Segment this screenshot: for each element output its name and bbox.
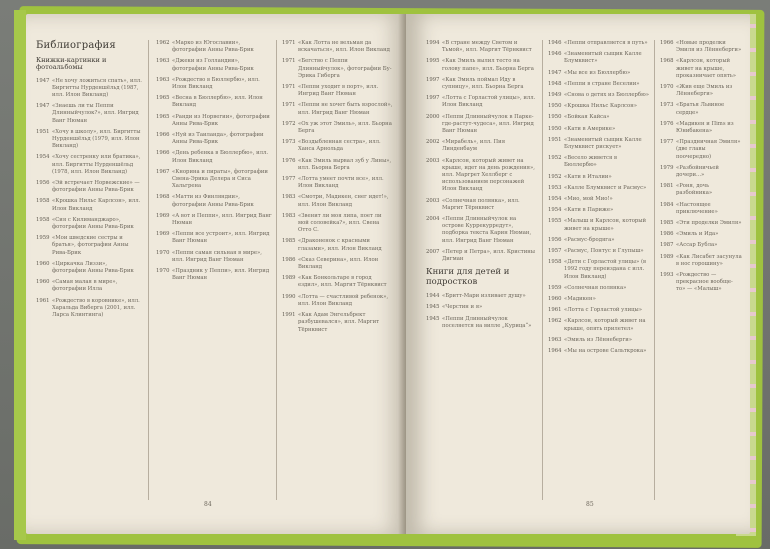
entry-text: «Лотта — счастливой ребенок», илл. Илон Викланд — [298, 293, 389, 307]
entry-text: «Праздник у Пеппи», илл. Ингрид Ванг Нюман — [172, 268, 270, 282]
page-number: 84 — [204, 501, 212, 508]
column-divider — [542, 40, 543, 500]
entry-text: «Как Адам Энгельбрект разбушевался», илл. Маргит Тёрнквист — [298, 312, 380, 333]
bibliography-entry — [660, 121, 742, 135]
entry-text: «Карлсон, который живет на крыше, идет на день рождения», илл. Маргрет Хеллберг с использованием персонажей Илон Викланд — [442, 157, 535, 193]
entry-text: «Жив еще Эмиль из Лённеберги» — [676, 84, 733, 98]
bibliography-entry — [548, 207, 650, 214]
bibliography-entry — [282, 312, 394, 334]
entry-text: «Джеки из Голландии», фотографии Анны Рива-Брик — [172, 58, 254, 72]
bibliography-entry — [660, 231, 742, 238]
entry-text: «Мадикен и Пims из Юнибакена» — [676, 120, 734, 135]
entry-text: «День ребенка в Бюллербю», илл. Илон Викланд — [172, 150, 269, 164]
entry-text: «Кнорина и пираты», фотографии Свена-Эрика Делера и Сиса Хальгрена — [172, 168, 268, 190]
entry-year: 1977 — [282, 176, 296, 183]
entry-text: «Дети с Горластой улицы» (в 1992 году переиздана с илл. Илон Викланд) — [564, 259, 646, 280]
bibliography-entry — [548, 114, 650, 121]
entry-year: 1958 — [36, 198, 50, 205]
entry-text: «Знаменитый сыщик Калле Блумквист» — [564, 51, 642, 65]
entry-year: 1973 — [282, 139, 296, 146]
page-subheading: Книжки-картинки и фотоальбомы — [36, 56, 107, 72]
entry-text: «Лотта умеет почти все», илл. Илон Викланд — [298, 176, 384, 190]
entry-year: 1981 — [660, 183, 674, 190]
bibliography-entry — [548, 155, 650, 169]
entry-year: 1972 — [282, 120, 296, 127]
entry-year: 1989 — [282, 275, 296, 282]
entry-text: «Драконенок с красными глазами», илл. Илон Викланд — [298, 238, 382, 252]
entry-year: 1966 — [156, 132, 170, 139]
entry-year: 1969 — [156, 231, 170, 238]
entry-list — [660, 40, 742, 294]
bibliography-entry — [156, 250, 272, 264]
bibliography-entry — [548, 185, 650, 192]
entry-year: 1994 — [426, 40, 440, 46]
entry-year: 1947 — [36, 103, 50, 110]
entry-text: «Смотри, Мадикен, снег идет!», илл. Илон Викланд — [298, 194, 389, 208]
entry-text: «Воздыбленная сестра», илл. Ханса Арнольда — [298, 139, 381, 153]
entry-text: «Ох уж этот Эмиль», илл. Бьорна Берга — [298, 120, 392, 135]
entry-year: 1970 — [156, 249, 170, 256]
bibliography-entry — [548, 81, 650, 88]
entry-year: 1984 — [660, 201, 674, 208]
entry-text: «Как Бонкольтаре в город ездил», илл. Маргит Тёрнквист — [298, 275, 387, 289]
bibliography-entry — [156, 194, 272, 208]
entry-year: 1997 — [426, 76, 440, 83]
entry-text: «Пеппи Длинныйчулок в Парке-где-растут-чудеса», илл. Ингрид Ванг Нюман — [442, 113, 534, 135]
entry-year: 1985 — [660, 220, 674, 227]
entry-year: 1960 — [36, 279, 50, 286]
entry-year: 1950 — [548, 103, 562, 110]
bibliography-entry — [548, 248, 650, 255]
entry-text: «Крошка Нильс Карлсон» — [564, 103, 637, 110]
entry-year: 1949 — [548, 92, 562, 99]
bibliography-entry — [660, 220, 742, 227]
entry-text: «А вот и Пеппи», илл. Ингрид Ванг Нюман — [172, 212, 272, 227]
entry-text: «Сказ Северина», илл. Илон Викланд — [298, 256, 379, 271]
entry-text: «Не хочу ложиться спать», илл. Биргитты Нурденшёльд (1987, илл. Илон Викланд) — [52, 77, 142, 99]
entry-text: «Рождество — прекрасное вообще-то» — «Малыш» — [676, 272, 733, 293]
entry-text: «Расмус, Понтус и Глупыш» — [564, 248, 644, 255]
bibliography-entry — [548, 196, 650, 203]
entry-year: 1945 — [426, 304, 440, 311]
entry-year: 1960 — [548, 296, 562, 303]
entry-text: «Черстин и я» — [442, 304, 483, 311]
bibliography-entry — [660, 58, 742, 80]
entry-year: 1963 — [156, 58, 170, 65]
entry-year: 2002 — [426, 139, 440, 146]
bibliography-entry — [660, 202, 742, 216]
entry-list — [426, 293, 538, 330]
entry-text: «Пеппи не хочет быть взрослой», илл. Ингрид Ванг Нюман — [298, 102, 393, 116]
bibliography-entry — [36, 78, 142, 100]
book-spine-edge — [14, 10, 26, 540]
entry-year: 1997 — [426, 95, 440, 102]
bibliography-entry — [282, 158, 394, 172]
entry-year: 1952 — [548, 155, 562, 162]
entry-text: «Пеппи все устроит», илл. Ингрид Ванг Нюман — [172, 231, 270, 245]
entry-text: «Пеппи Длинныйчулок поселяется на вилле „Курица“» — [442, 315, 532, 329]
bibliography-entry — [282, 294, 394, 308]
entry-year: 2003 — [426, 157, 440, 164]
entry-year: 1947 — [36, 77, 50, 84]
entry-text: «Пеппи уходит в порт», илл. Ингрид Ванг Нюман — [298, 84, 379, 98]
bibliography-entry — [660, 242, 742, 249]
entry-year: 1976 — [282, 157, 296, 164]
entry-text: «Мы все из Бюллербю» — [564, 69, 631, 76]
entry-year: 1962 — [156, 40, 170, 46]
entry-list — [426, 40, 538, 263]
entry-year: 1956 — [36, 180, 50, 187]
entry-text: «Знаменитый сыщик Калле Блумквист рискует» — [564, 136, 642, 151]
entry-text: «Снова о детях из Бюллербю» — [564, 92, 649, 99]
entry-text: «Пеппи отправляется в путь» — [564, 40, 648, 46]
entry-year: 1995 — [426, 58, 440, 65]
entry-text: «Бритт-Мари изливает душу» — [442, 293, 526, 300]
bibliography-entry — [548, 337, 650, 344]
entry-text: «Ассар Бубла» — [676, 242, 718, 249]
entry-year: 1945 — [426, 315, 440, 322]
entry-year: 1986 — [282, 256, 296, 263]
entry-text: «Солнечная полянка» — [564, 284, 627, 291]
entry-year: 1971 — [282, 40, 296, 46]
entry-text: «Звенит ли моя липа, поет ли мой соловейка?», илл. Свена Отто С. — [298, 212, 382, 234]
bibliography-entry — [426, 40, 538, 54]
bibliography-entry — [426, 77, 538, 91]
bibliography-entry — [282, 121, 394, 135]
bibliography-entry — [156, 114, 272, 128]
entry-year: 1948 — [548, 80, 562, 87]
right-col-2 — [548, 40, 650, 359]
bibliography-entry — [548, 318, 650, 332]
entry-text: «Ранди из Норвегии», фотографии Анны Рива-Брик — [172, 113, 270, 127]
entry-year: 1965 — [156, 113, 170, 120]
bibliography-entry — [282, 40, 394, 54]
bibliography-entry — [36, 279, 142, 293]
section-heading: Книги для детей и подростков — [426, 267, 510, 288]
entry-year: 1961 — [548, 307, 562, 314]
entry-text: «Эмиль и Ида» — [676, 231, 719, 238]
entry-year: 2007 — [426, 248, 440, 255]
entry-year: 1983 — [282, 212, 296, 219]
entry-year: 1977 — [660, 139, 674, 146]
bibliography-entry — [156, 150, 272, 164]
bibliography-entry — [36, 235, 142, 257]
entry-year: 1970 — [660, 84, 674, 91]
bibliography-entry — [426, 158, 538, 194]
bibliography-entry — [156, 231, 272, 245]
entry-text: «Мирабель», илл. Пия Линденбаум — [442, 139, 506, 153]
bibliography-entry — [156, 58, 272, 72]
entry-text: «Солнечная полянка», илл. Маргит Тёрнквист — [442, 197, 520, 211]
entry-year: 1958 — [36, 216, 50, 223]
entry-text: «Кати в Париже» — [564, 207, 614, 214]
entry-year: 1957 — [548, 248, 562, 255]
entry-list — [282, 40, 394, 334]
bibliography-entry — [282, 257, 394, 271]
entry-text: «Мадикен» — [564, 296, 596, 303]
bibliography-entry — [426, 293, 538, 300]
bibliography-entry — [282, 194, 394, 208]
entry-text: «Петер и Петра», илл. Кристины Дигман — [442, 248, 536, 263]
entry-year: 1958 — [548, 259, 562, 266]
entry-text: «Пеппи в стране Веселии» — [564, 80, 640, 87]
column-divider — [654, 40, 655, 500]
entry-year: 1986 — [660, 231, 674, 238]
entry-text: «Пеппи Длинныйчулок на острове Куррекурредут», подборка текста Карин Нюман, илл. Ингрид Ванг Нюман — [442, 216, 532, 244]
entry-text: «Матти из Финляндии», фотографии Анны Рива-Брик — [172, 194, 254, 208]
entry-year: 1962 — [548, 318, 562, 325]
entry-year: 1966 — [660, 40, 674, 46]
entry-text: «Как Лотта не вельмая да вскачаться», илл. Илон Викланд — [298, 40, 390, 54]
entry-year: 1955 — [548, 218, 562, 225]
bibliography-entry — [282, 58, 394, 80]
bibliography-entry — [660, 183, 742, 197]
entry-text: «Бегство с Пеппи Длинныйчулок», фотографии Бу-Эрика Гиберга — [298, 58, 392, 79]
bibliography-entry — [156, 77, 272, 91]
bibliography-entry — [36, 154, 142, 176]
bibliography-entry — [36, 298, 142, 320]
bibliography-entry — [36, 103, 142, 125]
entry-year: 1991 — [282, 312, 296, 319]
bibliography-entry — [282, 213, 394, 235]
bibliography-entry — [426, 95, 538, 109]
bibliography-entry — [156, 40, 272, 54]
bibliography-entry — [426, 316, 538, 330]
bibliography-entry — [548, 51, 650, 65]
entry-text: «Весело живется в Бюллербю» — [564, 155, 618, 169]
entry-year: 1947 — [548, 69, 562, 76]
bibliography-entry — [548, 237, 650, 244]
entry-text: «Хочу сестренку или братика», илл. Биргитты Нурденшёльд (1978, илл. Илон Викланд) — [52, 154, 141, 175]
entry-year: 1973 — [660, 102, 674, 109]
entry-year: 1950 — [548, 125, 562, 132]
bibliography-entry — [548, 137, 650, 151]
entry-text: «Весна в Бюллербю», илл. Илон Викланд — [172, 95, 263, 109]
entry-text: «Мио, мой Мио!» — [564, 196, 613, 203]
entry-year: 1959 — [548, 284, 562, 291]
bibliography-entry — [282, 84, 394, 98]
entry-year: 1963 — [156, 76, 170, 83]
entry-year: 1952 — [548, 173, 562, 180]
left-col-1 — [36, 40, 142, 323]
entry-text: «Как Лисабет засунула в нос горошину» — [676, 253, 742, 267]
bibliography-entry — [36, 129, 142, 151]
right-page — [406, 14, 750, 534]
entry-text: «Бойкая Кайса» — [564, 114, 610, 121]
bibliography-entry — [548, 307, 650, 314]
entry-text: «Братья Львиное сердце» — [676, 102, 725, 116]
bibliography-entry — [660, 84, 742, 98]
bibliography-entry — [156, 169, 272, 191]
bibliography-entry — [660, 40, 742, 54]
entry-year: 1970 — [156, 268, 170, 275]
entry-year: 1951 — [548, 136, 562, 143]
entry-year: 1963 — [548, 336, 562, 343]
entry-year: 1968 — [156, 194, 170, 201]
right-col-3 — [660, 40, 742, 298]
entry-text: «Как Эмиль вылил тесто на голову папе», илл. Бьорна Берга — [442, 58, 534, 72]
entry-year: 1964 — [548, 348, 562, 355]
entry-year: 1985 — [282, 238, 296, 245]
bibliography-entry — [548, 348, 650, 355]
entry-text: «Кати в Америке» — [564, 125, 616, 132]
entry-text: «Кати в Италии» — [564, 173, 612, 180]
entry-text: «Лотта с Горластой улицы», илл. Илон Викланд — [442, 95, 536, 109]
entry-year: 1965 — [156, 95, 170, 102]
right-col-1 — [426, 40, 538, 334]
entry-year: 1976 — [660, 120, 674, 127]
entry-year: 1954 — [548, 207, 562, 214]
entry-year: 1966 — [156, 150, 170, 157]
entry-text: «Эй встречает Норвежские» — фотографии Анны Рива-Брик — [52, 180, 140, 194]
bibliography-entry — [426, 249, 538, 263]
bibliography-entry — [426, 114, 538, 136]
entry-text: «Праздничная Эмиля» (две главы поочередно) — [676, 139, 741, 160]
bibliography-entry — [548, 259, 650, 281]
entry-year: 1989 — [660, 253, 674, 260]
entry-list — [36, 78, 142, 320]
entry-year: 1953 — [548, 184, 562, 191]
bibliography-entry — [660, 272, 742, 294]
entry-year: 1967 — [156, 168, 170, 175]
entry-year: 1987 — [660, 242, 674, 249]
left-page — [26, 14, 406, 534]
bibliography-entry — [426, 198, 538, 212]
entry-year: 1954 — [548, 196, 562, 203]
entry-text: «Знаешь ли ты Пеппи Длинныйчулок?», илл. Ингрид Ванг Нюман — [52, 103, 139, 124]
entry-text: «Хочу в школу», илл. Биргитты Нурденшёльд (1979, илл. Илон Викланд) — [52, 128, 141, 150]
bibliography-entry — [282, 275, 394, 289]
entry-year: 1969 — [156, 212, 170, 219]
bibliography-entry — [548, 103, 650, 110]
entry-text: «Эти проделки Эмиля» — [676, 220, 742, 227]
entry-text: «Пеппи самая сильная в мире», илл. Ингрид Ванг Нюман — [172, 249, 262, 263]
entry-text: «Калле Блумквист и Расмус» — [564, 184, 647, 191]
entry-year: 1950 — [548, 114, 562, 121]
bibliography-entry — [426, 58, 538, 72]
column-divider — [276, 40, 277, 500]
entry-text: «Разбойничьей дочери...» — [676, 164, 719, 179]
entry-text: «Как Эмиль вырвал зуб у Лины», илл. Бьорна Берга — [298, 157, 392, 171]
bibliography-entry — [426, 304, 538, 311]
entry-text: «Рождество в коровнике», илл. Харальда Виберга (2001, илл. Ларса Клинтинга) — [52, 297, 140, 319]
bibliography-entry — [36, 198, 142, 212]
entry-text: «Лотта с Горластой улицы» — [564, 307, 642, 314]
left-col-3 — [282, 40, 394, 338]
bibliography-entry — [36, 217, 142, 231]
entry-text: «Рождество в Бюллербю», илл. Илон Викланд — [172, 76, 260, 91]
bibliography-entry — [660, 254, 742, 268]
entry-text: «Малыш и Карлсон, который живет на крыше» — [564, 218, 647, 232]
entry-text: «Самая малая в мире», фотографии Илла — [52, 279, 118, 293]
entry-text: «Марко из Югославии», фотографии Анны Рива-Брик — [172, 40, 254, 54]
bibliography-entry — [156, 132, 272, 146]
entry-year: 1951 — [36, 128, 50, 135]
bibliography-entry — [660, 102, 742, 116]
entry-year: 1968 — [660, 58, 674, 65]
entry-text: «Настоящее приключение» — [676, 201, 718, 215]
entry-text: «Нуй из Таиланда», фотографии Анны Рива-Брик — [172, 132, 264, 146]
page-heading: Библиография — [36, 40, 116, 51]
bibliography-entry — [282, 102, 394, 116]
entry-list — [548, 40, 650, 355]
bibliography-entry — [548, 218, 650, 232]
entry-year: 2004 — [426, 216, 440, 223]
entry-year: 1960 — [36, 260, 50, 267]
bibliography-entry — [426, 139, 538, 153]
entry-text: «Расмус-бродяга» — [564, 236, 615, 243]
bibliography-entry — [548, 92, 650, 99]
entry-year: 1944 — [426, 293, 440, 300]
entry-text: «Роня, дочь разбойника» — [676, 183, 713, 197]
bibliography-entry — [660, 165, 742, 179]
bibliography-entry — [548, 70, 650, 77]
bibliography-entry — [282, 238, 394, 252]
bibliography-entry — [156, 95, 272, 109]
entry-year: 1990 — [282, 293, 296, 300]
entry-list — [156, 40, 272, 282]
entry-year: 1971 — [282, 84, 296, 91]
entry-year: 1971 — [282, 102, 296, 109]
entry-year: 2000 — [426, 113, 440, 120]
entry-year: 1959 — [36, 235, 50, 242]
bibliography-entry — [282, 176, 394, 190]
left-col-2 — [156, 40, 272, 286]
entry-text: «Крошка Нильс Карлсон», илл. Илон Викланд — [52, 198, 141, 212]
entry-text: «Карлсон, который живет на крыше, опять прилетел» — [564, 318, 646, 332]
bibliography-entry — [36, 261, 142, 275]
entry-text: «Новые проделки Эмиля из Лённеберги» — [676, 40, 742, 54]
entry-text: «Карлсон, который живет на крыше, проказничает опять» — [676, 58, 737, 79]
entry-text: «Сия с Килиманджаро», фотографии Анны Рива-Брик — [52, 216, 134, 231]
entry-year: 1979 — [660, 164, 674, 171]
bibliography-entry — [282, 139, 394, 153]
entry-year: 1946 — [548, 51, 562, 58]
bibliography-entry — [548, 174, 650, 181]
entry-year: 1946 — [548, 40, 562, 46]
bibliography-entry — [156, 268, 272, 282]
entry-text: «Как Эмиль поймал Иду в супницу», илл. Бьорна Берга — [442, 76, 524, 91]
entry-year: 1961 — [36, 297, 50, 304]
bibliography-entry — [548, 296, 650, 303]
entry-text: «Эмиль из Лённеберги» — [564, 336, 632, 343]
entry-year: 1971 — [282, 58, 296, 65]
entry-text: «Мы на острове Сальткрока» — [564, 348, 647, 355]
bibliography-entry — [36, 180, 142, 194]
column-divider — [148, 40, 149, 500]
entry-year: 2003 — [426, 197, 440, 204]
bibliography-entry — [548, 40, 650, 47]
entry-year: 1956 — [548, 236, 562, 243]
entry-text: «Мои шведские сестры и братья», фотографии Анны Рива-Брик — [52, 235, 129, 256]
bibliography-entry — [426, 216, 538, 245]
bibliography-entry — [156, 213, 272, 227]
entry-year: 1993 — [660, 272, 674, 279]
bibliography-entry — [548, 285, 650, 292]
entry-text: «В стране между Светом и Тьмой», илл. Маргит Тёрнквист — [442, 40, 532, 54]
entry-text: «Циркачка Лиззи», фотографии Анны Рива-Брик — [52, 260, 134, 275]
bibliography-entry — [660, 139, 742, 161]
entry-year: 1983 — [282, 194, 296, 201]
bibliography-entry — [548, 126, 650, 133]
page-number: 85 — [586, 501, 594, 508]
entry-year: 1954 — [36, 154, 50, 161]
